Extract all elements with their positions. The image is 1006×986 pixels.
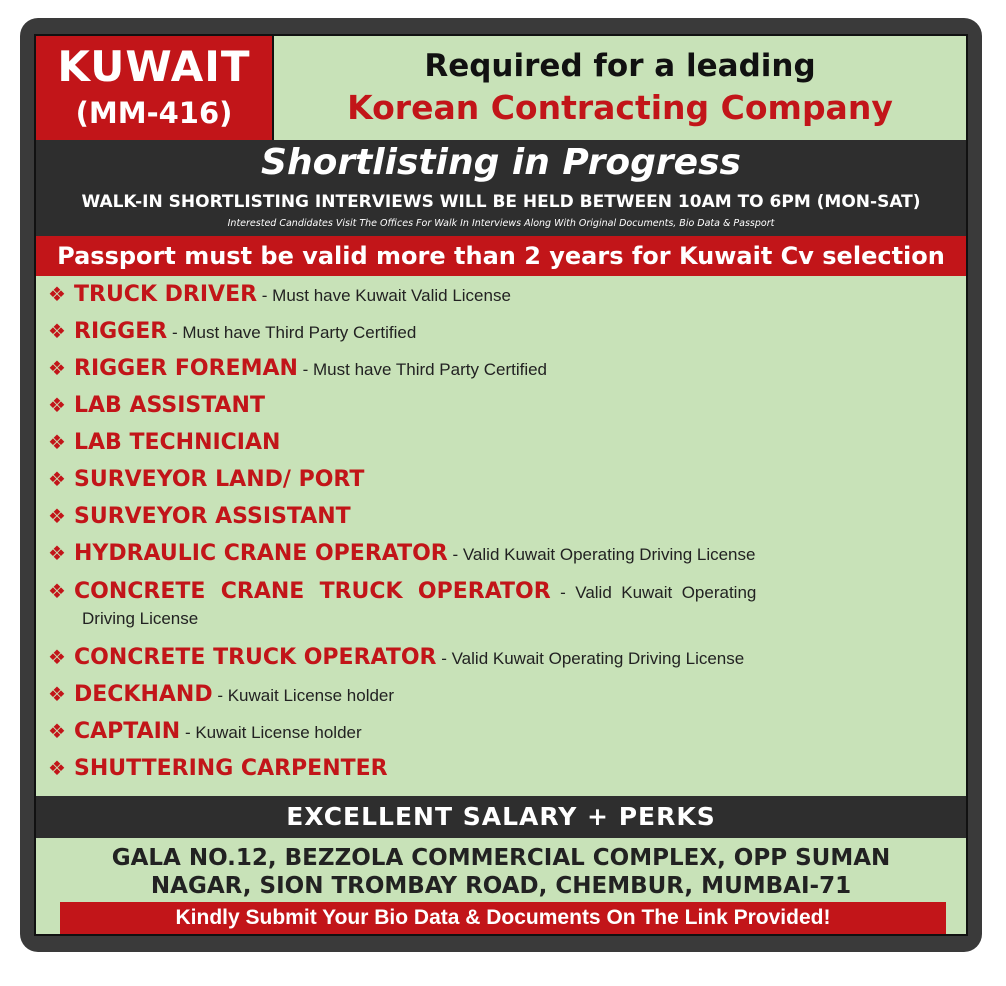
diamond-bullet-icon: ❖	[48, 393, 66, 417]
job-item	[48, 717, 960, 747]
job-note-continued: Driving License	[82, 609, 199, 628]
job-item	[48, 317, 960, 347]
job-item	[48, 539, 960, 569]
shortlisting-banner	[36, 140, 966, 236]
job-item	[48, 428, 960, 457]
job-note: - Valid Kuwait Operating Driving License	[447, 545, 756, 564]
diamond-bullet-icon: ❖	[48, 467, 66, 491]
address-line-1: GALA NO.12, BEZZOLA COMMERCIAL COMPLEX, OPP SUMAN	[111, 845, 891, 871]
job-note: - Valid Kuwait Operating	[550, 583, 757, 602]
passport-notice: Passport must be valid more than 2 years for Kuwait Cv selection	[36, 236, 966, 276]
diamond-bullet-icon: ❖	[48, 719, 66, 743]
job-note: - Must have Third Party Certified	[167, 323, 417, 342]
diamond-bullet-icon: ❖	[48, 356, 66, 380]
job-title: SURVEYOR ASSISTANT	[74, 504, 351, 529]
diamond-bullet-icon: ❖	[48, 319, 66, 343]
job-item	[48, 280, 960, 310]
diamond-bullet-icon: ❖	[48, 430, 66, 454]
company-name: Korean Contracting Company	[347, 88, 893, 127]
diamond-bullet-icon: ❖	[48, 282, 66, 306]
diamond-bullet-icon: ❖	[48, 579, 66, 603]
job-title: HYDRAULIC CRANE OPERATOR	[74, 541, 448, 566]
job-title: SURVEYOR LAND/ PORT	[74, 467, 365, 492]
submit-notice: Kindly Submit Your Bio Data & Documents On The Link Provided!	[60, 902, 946, 934]
job-item	[48, 354, 960, 384]
job-item	[48, 502, 960, 531]
job-title: DECKHAND	[74, 682, 213, 707]
address-block	[36, 844, 966, 900]
job-note: - Kuwait License holder	[212, 686, 395, 705]
diamond-bullet-icon: ❖	[48, 756, 66, 780]
country-title: KUWAIT	[57, 42, 251, 91]
interested-text: Interested Candidates Visit The Offices For Walk In Interviews Along With Original Documents, Bio Data & Passport	[227, 218, 775, 229]
required-text: Required for a leading	[424, 48, 816, 84]
job-title: CONCRETE TRUCK OPERATOR	[74, 645, 437, 670]
job-code: (MM-416)	[75, 96, 233, 130]
job-item	[48, 465, 960, 494]
job-item	[48, 643, 960, 673]
company-header	[272, 36, 966, 140]
job-title: TRUCK DRIVER	[74, 282, 258, 307]
job-note: - Must have Third Party Certified	[297, 360, 548, 379]
job-note: - Must have Kuwait Valid License	[257, 286, 511, 305]
address-line-2: NAGAR, SION TROMBAY ROAD, CHEMBUR, MUMBAI-71	[150, 873, 852, 899]
diamond-bullet-icon: ❖	[48, 645, 66, 669]
salary-banner: EXCELLENT SALARY + PERKS	[36, 796, 966, 838]
poster	[34, 34, 968, 936]
country-badge	[36, 36, 272, 140]
job-title: LAB TECHNICIAN	[74, 430, 281, 455]
job-title: SHUTTERING CARPENTER	[74, 756, 388, 781]
shortlisting-title: Shortlisting in Progress	[261, 142, 741, 183]
job-title: CONCRETE CRANE TRUCK OPERATOR	[74, 579, 551, 604]
job-title: RIGGER FOREMAN	[74, 356, 298, 381]
job-item	[48, 577, 960, 628]
job-item	[48, 680, 960, 710]
job-title: RIGGER	[74, 319, 168, 344]
diamond-bullet-icon: ❖	[48, 682, 66, 706]
job-item	[48, 754, 960, 783]
job-item	[48, 391, 960, 420]
diamond-bullet-icon: ❖	[48, 504, 66, 528]
job-title: LAB ASSISTANT	[74, 393, 265, 418]
job-note: - Valid Kuwait Operating Driving License	[436, 649, 745, 668]
job-note: - Kuwait License holder	[180, 723, 362, 742]
job-title: CAPTAIN	[74, 719, 181, 744]
diamond-bullet-icon: ❖	[48, 541, 66, 565]
job-list	[36, 280, 966, 796]
walkin-text: WALK-IN SHORTLISTING INTERVIEWS WILL BE HELD BETWEEN 10AM TO 6PM (MON-SAT)	[81, 192, 921, 212]
